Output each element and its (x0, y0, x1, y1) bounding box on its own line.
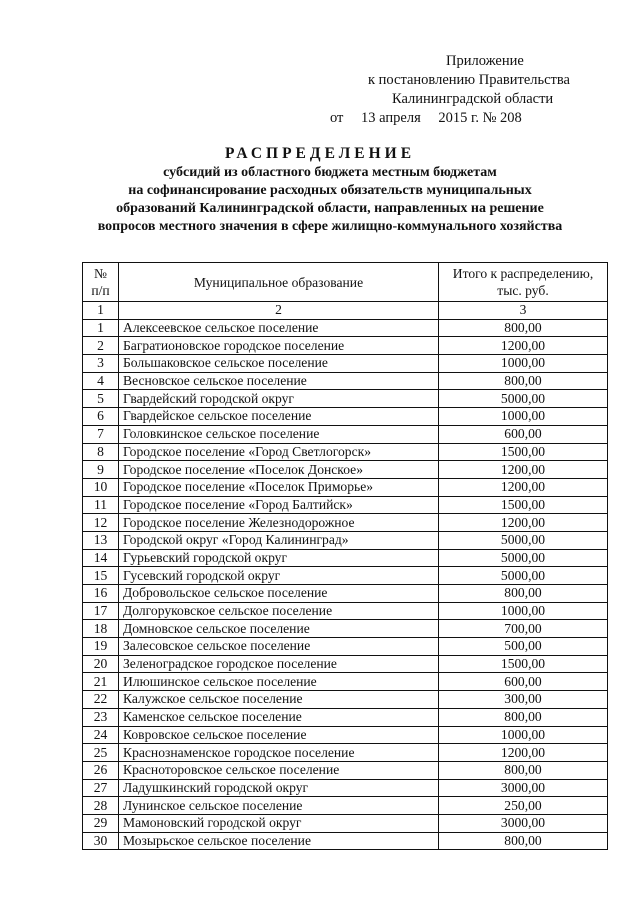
row-number: 5 (83, 390, 119, 408)
row-amount: 600,00 (439, 425, 608, 443)
table-row (83, 638, 608, 656)
row-municipality: Домновское сельское поселение (119, 620, 439, 638)
row-amount: 1200,00 (439, 461, 608, 479)
row-number: 28 (83, 797, 119, 815)
row-amount: 3000,00 (439, 814, 608, 832)
table-row (83, 585, 608, 603)
row-amount: 800,00 (439, 372, 608, 390)
row-number: 21 (83, 673, 119, 691)
row-number: 10 (83, 478, 119, 496)
row-amount: 1000,00 (439, 602, 608, 620)
row-number: 25 (83, 744, 119, 762)
row-municipality: Мозырьское сельское поселение (119, 832, 439, 850)
row-municipality: Залесовское сельское поселение (119, 638, 439, 656)
row-amount: 1000,00 (439, 726, 608, 744)
row-municipality: Алексеевское сельское поселение (119, 319, 439, 337)
row-amount: 250,00 (439, 797, 608, 815)
header-municipality: Муниципальное образование (119, 263, 439, 302)
date-year: 2015 г. № (438, 110, 497, 126)
table-row (83, 408, 608, 426)
row-number: 7 (83, 425, 119, 443)
appendix-block (330, 52, 620, 128)
table-row (83, 761, 608, 779)
row-amount: 1500,00 (439, 655, 608, 673)
row-amount: 5000,00 (439, 531, 608, 549)
row-amount: 600,00 (439, 673, 608, 691)
header-number-line2: п/п (91, 283, 110, 298)
header-total-line1: Итого к распределению, (452, 266, 594, 281)
row-municipality: Городской округ «Город Калининград» (119, 531, 439, 549)
table-row (83, 673, 608, 691)
table-row (83, 708, 608, 726)
appendix-line1: Приложение (446, 53, 524, 69)
row-number: 6 (83, 408, 119, 426)
table-row (83, 797, 608, 815)
table-row (83, 443, 608, 461)
row-amount: 800,00 (439, 761, 608, 779)
row-number: 8 (83, 443, 119, 461)
document-subtitle (60, 164, 600, 236)
row-number: 22 (83, 691, 119, 709)
row-amount: 1200,00 (439, 337, 608, 355)
row-amount: 1500,00 (439, 496, 608, 514)
row-municipality: Ладушкинский городской округ (119, 779, 439, 797)
row-amount: 1200,00 (439, 478, 608, 496)
table-row (83, 832, 608, 850)
table-row (83, 620, 608, 638)
table-row (83, 478, 608, 496)
row-amount: 300,00 (439, 691, 608, 709)
table-row (83, 691, 608, 709)
table-row (83, 549, 608, 567)
column-index-2: 2 (119, 302, 439, 320)
row-number: 3 (83, 355, 119, 373)
table-row (83, 337, 608, 355)
row-number: 4 (83, 372, 119, 390)
table-row (83, 425, 608, 443)
row-number: 18 (83, 620, 119, 638)
row-municipality: Городское поселение «Поселок Приморье» (119, 478, 439, 496)
row-amount: 5000,00 (439, 567, 608, 585)
row-municipality: Багратионовское городское поселение (119, 337, 439, 355)
row-municipality: Красноторовское сельское поселение (119, 761, 439, 779)
row-number: 12 (83, 514, 119, 532)
subtitle-line2: на софинансирование расходных обязательств муниципальных (128, 183, 532, 198)
document-number: 208 (500, 110, 522, 126)
row-amount: 500,00 (439, 638, 608, 656)
row-number: 16 (83, 585, 119, 603)
appendix-line2: к постановлению Правительства (368, 72, 570, 88)
row-municipality: Добровольское сельское поселение (119, 585, 439, 603)
table-row (83, 372, 608, 390)
row-number: 24 (83, 726, 119, 744)
row-municipality: Мамоновский городской округ (119, 814, 439, 832)
table-row (83, 355, 608, 373)
subtitle-line4: вопросов местного значения в сфере жилищно-коммунального хозяйства (97, 219, 563, 234)
table-row (83, 744, 608, 762)
row-amount: 1500,00 (439, 443, 608, 461)
row-amount: 700,00 (439, 620, 608, 638)
row-municipality: Илюшинское сельское поселение (119, 673, 439, 691)
row-municipality: Большаковское сельское поселение (119, 355, 439, 373)
row-number: 23 (83, 708, 119, 726)
table-row (83, 461, 608, 479)
row-amount: 5000,00 (439, 549, 608, 567)
table-header-row (83, 263, 608, 302)
row-municipality: Городское поселение Железнодорожное (119, 514, 439, 532)
row-number: 29 (83, 814, 119, 832)
row-number: 26 (83, 761, 119, 779)
row-municipality: Городское поселение «Поселок Донское» (119, 461, 439, 479)
row-municipality: Гвардейский городской округ (119, 390, 439, 408)
row-municipality: Каменское сельское поселение (119, 708, 439, 726)
row-municipality: Головкинское сельское поселение (119, 425, 439, 443)
table-row (83, 567, 608, 585)
header-total (439, 263, 608, 302)
row-number: 11 (83, 496, 119, 514)
row-municipality: Калужское сельское поселение (119, 691, 439, 709)
row-amount: 800,00 (439, 832, 608, 850)
row-number: 17 (83, 602, 119, 620)
row-amount: 1200,00 (439, 514, 608, 532)
row-municipality: Гурьевский городской округ (119, 549, 439, 567)
row-municipality: Ковровское сельское поселение (119, 726, 439, 744)
row-municipality: Лунинское сельское поселение (119, 797, 439, 815)
table-row (83, 496, 608, 514)
row-municipality: Гвардейское сельское поселение (119, 408, 439, 426)
date-month: апреля (379, 110, 421, 126)
table-row (83, 531, 608, 549)
row-number: 20 (83, 655, 119, 673)
row-municipality: Городское поселение «Город Светлогорск» (119, 443, 439, 461)
table-row (83, 726, 608, 744)
row-municipality: Краснознаменское городское поселение (119, 744, 439, 762)
row-amount: 800,00 (439, 585, 608, 603)
row-number: 27 (83, 779, 119, 797)
row-number: 14 (83, 549, 119, 567)
column-index-row (83, 302, 608, 320)
table-row (83, 779, 608, 797)
table-row (83, 390, 608, 408)
row-number: 30 (83, 832, 119, 850)
row-amount: 800,00 (439, 319, 608, 337)
header-number (83, 263, 119, 302)
header-number-line1: № (94, 266, 107, 281)
row-amount: 5000,00 (439, 390, 608, 408)
date-day: 13 (361, 110, 376, 126)
table-row (83, 514, 608, 532)
row-number: 1 (83, 319, 119, 337)
column-index-3: 3 (439, 302, 608, 320)
row-municipality: Городское поселение «Город Балтийск» (119, 496, 439, 514)
row-amount: 1000,00 (439, 355, 608, 373)
table-row (83, 814, 608, 832)
row-number: 2 (83, 337, 119, 355)
row-municipality: Зеленоградское городское поселение (119, 655, 439, 673)
table-row (83, 319, 608, 337)
row-amount: 1200,00 (439, 744, 608, 762)
table-row (83, 602, 608, 620)
row-municipality: Долгоруковское сельское поселение (119, 602, 439, 620)
row-number: 9 (83, 461, 119, 479)
row-number: 19 (83, 638, 119, 656)
subtitle-line3: образований Калининградской области, направленных на решение (116, 201, 544, 216)
header-total-line2: тыс. руб. (497, 283, 549, 298)
row-municipality: Весновское сельское поселение (119, 372, 439, 390)
subtitle-line1: субсидий из областного бюджета местным бюджетам (163, 165, 497, 180)
row-number: 13 (83, 531, 119, 549)
distribution-table (82, 262, 608, 850)
row-amount: 3000,00 (439, 779, 608, 797)
date-prefix: от (330, 110, 344, 126)
column-index-1: 1 (83, 302, 119, 320)
table-row (83, 655, 608, 673)
row-amount: 800,00 (439, 708, 608, 726)
row-number: 15 (83, 567, 119, 585)
row-municipality: Гусевский городской округ (119, 567, 439, 585)
appendix-date-line (330, 109, 620, 128)
appendix-line3: Калининградской области (392, 91, 554, 107)
document-title: РАСПРЕДЕЛЕНИЕ (224, 145, 416, 162)
row-amount: 1000,00 (439, 408, 608, 426)
